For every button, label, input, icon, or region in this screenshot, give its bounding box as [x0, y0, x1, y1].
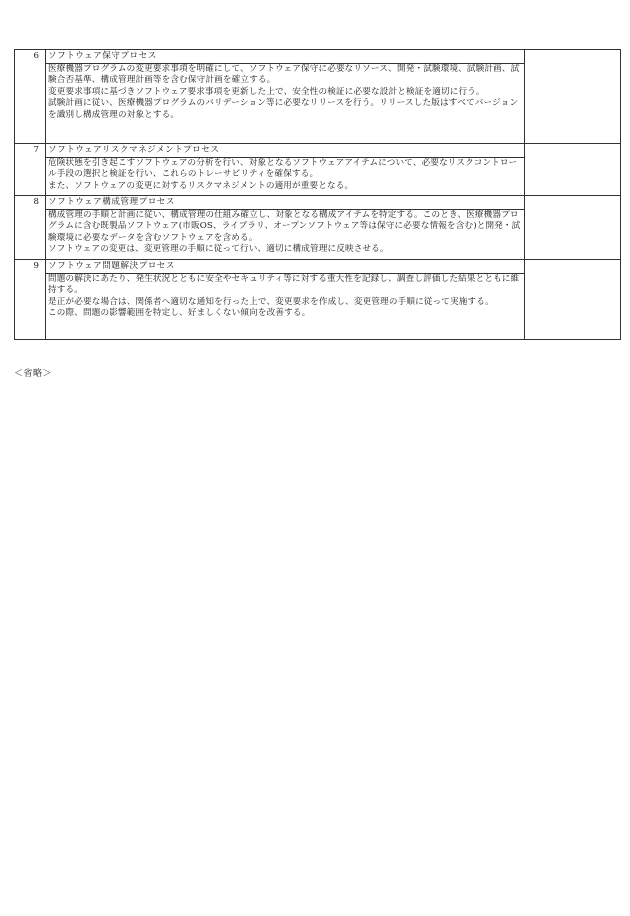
section-title: ソフトウェアリスクマネジメントプロセス [46, 144, 524, 158]
section-title: ソフトウェア問題解決プロセス [46, 260, 524, 274]
empty-column-cell [525, 50, 621, 144]
omitted-note: ＜省略＞ [14, 369, 53, 379]
row-content [46, 50, 525, 144]
row-content [46, 144, 525, 196]
row-number: 9 [15, 260, 46, 340]
section-title: ソフトウェア保守プロセス [46, 50, 524, 64]
paragraph: 是正が必要な場合は、関係者へ適切な通知を行った上で、変更要求を作成し、変更管理の手順に従って実施する。 [48, 296, 494, 307]
table-row [15, 50, 621, 144]
paragraph: ソフトウェアの変更は、変更管理の手順に従って行い、適切に構成管理に反映させる。 [48, 244, 389, 255]
row-number: 8 [15, 196, 46, 260]
empty-column-cell [525, 196, 621, 260]
table-row [15, 144, 621, 196]
empty-column-cell [525, 260, 621, 340]
process-table [14, 49, 621, 340]
row-number: 6 [15, 50, 46, 144]
paragraph: 変更要求事項に基づきソフトウェア要求事項を更新した上で、安全性の検証に必要な設計と検証を適切に行う。 [48, 86, 485, 97]
paragraph: 構成管理の手順と計画に従い、構成管理の仕組み確立し、対象となる構成アイテムを特定する。このとき、医療機器プログラムに含む既製品ソフトウェア(市販OS、ライブラリ、オープンソフトウェア等は保守に必要な情報を含む)と開発・試験環境に必要なデータを含むソフトウェアを含める。 [48, 209, 521, 243]
paragraph: また、ソフトウェアの変更に対するリスクマネジメントの適用が重要となる。 [48, 180, 354, 191]
table-row [15, 196, 621, 260]
paragraph: 医療機器プログラムの変更要求事項を明確にして、ソフトウェア保守に必要なリソース、開発・試験環境、試験計画、試験合否基準、構成管理計画等を含む保守計画を確立する。 [48, 63, 520, 86]
paragraph: 危険状態を引き起こすソフトウェアの分析を行い、対象となるソフトウェアアイテムについて、必要なリスクコントロール手段の選択と検証を行い、これらのトレーサビリティを確保する。 [48, 157, 518, 180]
paragraph: 試験計画に従い、医療機器プログラムのバリデーション等に必要なリリースを行う。リリースした版はすべてバージョンを識別し構成管理の対象とする。 [48, 98, 519, 120]
row-number: 7 [15, 144, 46, 196]
paragraph: 問題の解決にあたり、発生状況とともに安全やセキュリティ等に対する重大性を記録し、調査し評価した結果とともに維持する。 [48, 273, 520, 296]
row-content [46, 260, 525, 340]
paragraph: この際、問題の影響範囲を特定し、好ましくない傾向を改善する。 [48, 308, 311, 319]
section-title: ソフトウェア構成管理プロセス [46, 196, 524, 210]
row-content [46, 196, 525, 260]
table-row [15, 260, 621, 340]
empty-column-cell [525, 144, 621, 196]
